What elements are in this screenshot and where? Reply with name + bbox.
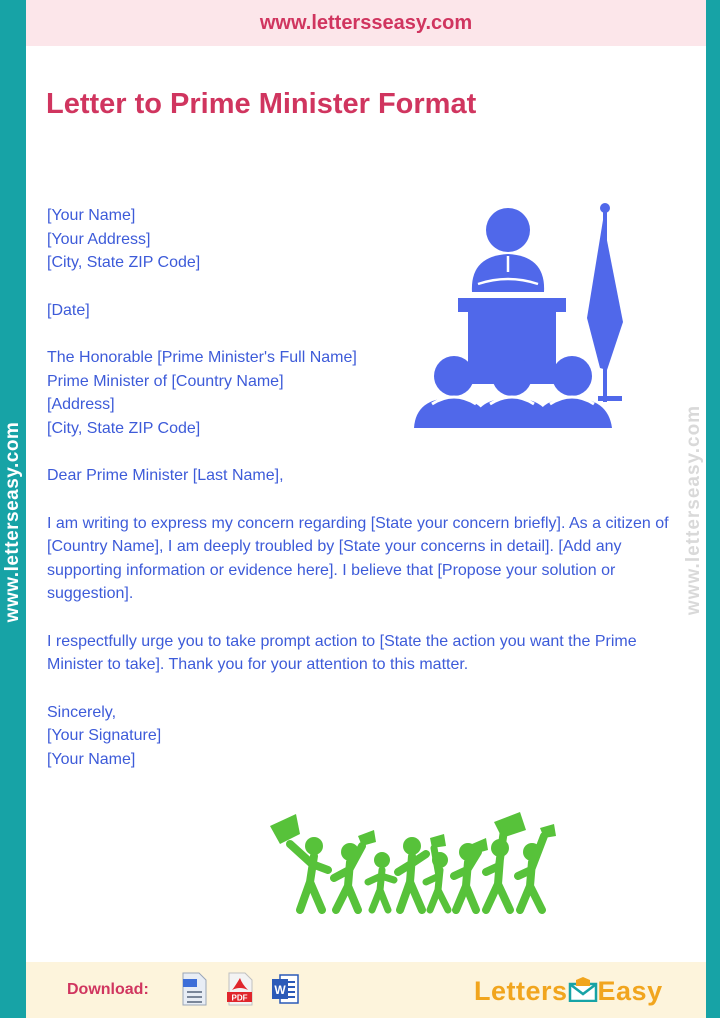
podium-top	[458, 298, 566, 312]
brand-name-part-1: Letters	[474, 976, 568, 1006]
protester-figure	[518, 836, 544, 910]
protester-figure	[290, 837, 328, 910]
audience-head	[492, 356, 532, 396]
side-watermark-right: www.letterseasy.com	[683, 404, 704, 616]
crowd-protest-illustration	[262, 808, 562, 914]
protest-flag	[270, 814, 300, 844]
word-file-icon[interactable]	[271, 972, 299, 1006]
closing-line: [Your Signature]	[47, 727, 162, 744]
brand-name-part-2: Easy	[597, 976, 663, 1006]
audience-head	[552, 356, 592, 396]
svg-text:W: W	[274, 983, 286, 997]
salutation: Dear Prime Minister [Last Name],	[47, 467, 284, 484]
recipient-line: [City, State ZIP Code]	[47, 419, 201, 437]
protester-figure	[398, 837, 426, 910]
audience-head	[434, 356, 474, 396]
body-paragraph-2: I respectfully urge you to take prompt action to [State the action you want the Prime Minister to take]. Thank you for your attention to this matter.	[47, 632, 637, 673]
page-title: Letter to Prime Minister Format	[46, 88, 477, 120]
pdf-file-icon[interactable]	[226, 972, 254, 1006]
closing-line: [Your Name]	[47, 750, 136, 768]
envelope-logo-icon	[568, 976, 598, 1002]
protester-figure	[334, 843, 362, 910]
speaker-head	[486, 208, 530, 252]
protester-figure	[486, 830, 510, 910]
body-paragraph-1: I am writing to express my concern regarding [State your concern briefly]. As a citizen of [Country Name], I am deeply troubled by [State your concerns in detail]. [Add any supporting information or evidence here]. I believe that [Propose your solution or suggestion].	[47, 514, 669, 602]
side-watermark-left: www.letterseasy.com	[2, 421, 23, 623]
protester-figure	[368, 852, 394, 910]
recipient-line: The Honorable [Prime Minister's Full Name]	[47, 349, 357, 366]
recipient-line: Prime Minister of [Country Name]	[47, 372, 284, 390]
download-label: Download:	[67, 981, 149, 998]
flag-base	[598, 396, 622, 401]
recipient-line: [Address]	[47, 396, 115, 413]
doc-file-icon[interactable]	[180, 972, 208, 1006]
closing-line: Sincerely,	[47, 703, 117, 721]
sender-line: [City, State ZIP Code]	[47, 254, 201, 271]
flag-pole-top	[600, 203, 610, 213]
protest-flag	[494, 812, 526, 838]
audience-body	[534, 398, 612, 428]
svg-text:PDF: PDF	[231, 993, 248, 1003]
brand-logo	[474, 976, 663, 1007]
protester-figure	[426, 848, 448, 910]
sender-line: [Your Name]	[47, 207, 136, 224]
right-border	[706, 0, 720, 1018]
flag	[587, 220, 623, 370]
protester-figure	[454, 843, 478, 910]
closing-block	[47, 701, 677, 772]
sender-line: [Your Address]	[47, 230, 151, 248]
date-text: [Date]	[47, 301, 90, 319]
prime-minister-podium-illustration	[410, 200, 640, 432]
site-url-link[interactable]: www.lettersseasy.com	[259, 12, 473, 34]
